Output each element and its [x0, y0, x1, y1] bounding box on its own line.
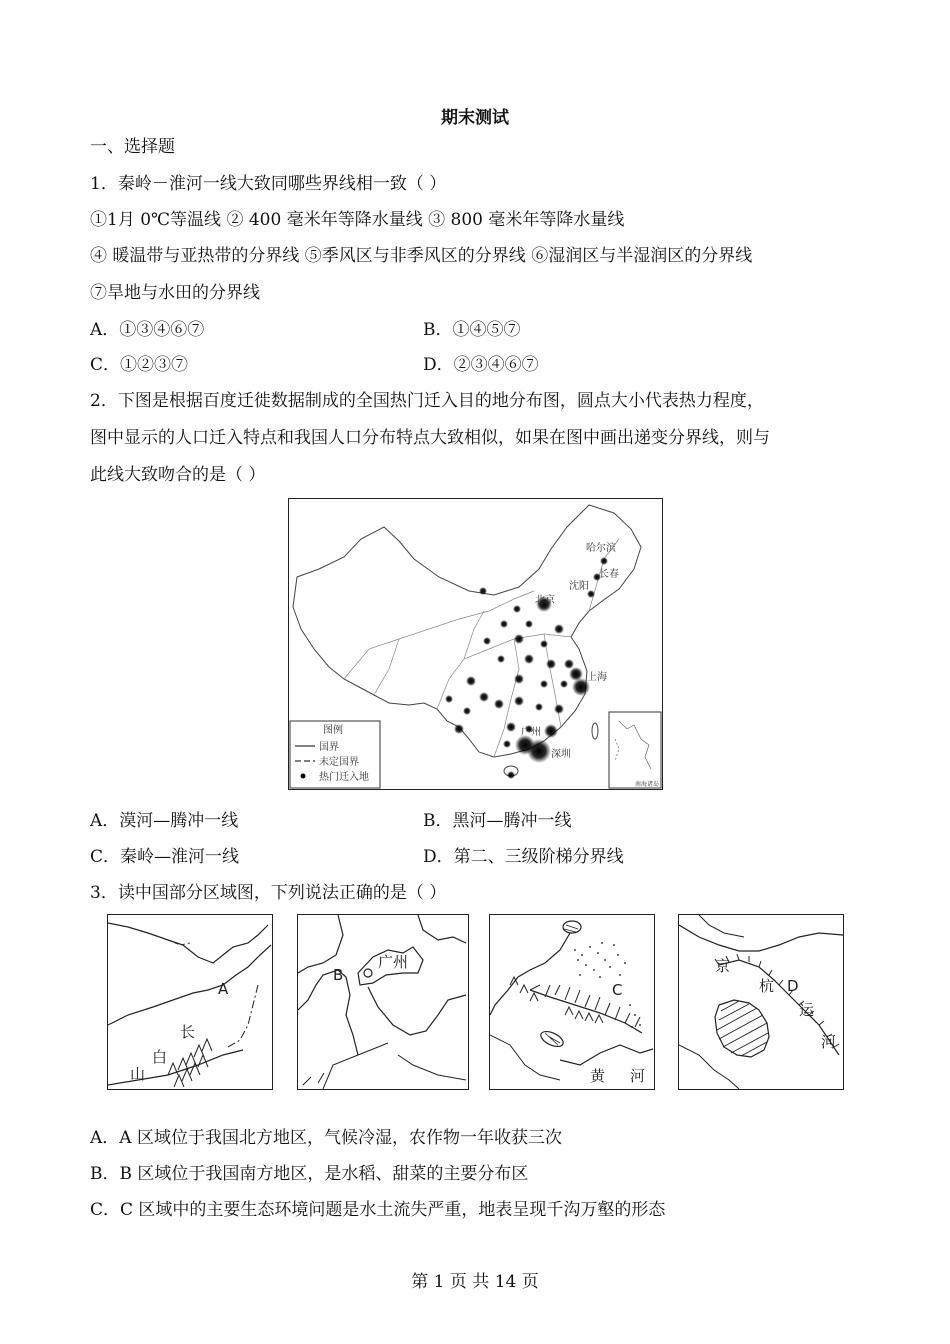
q1-option-a: A．①③④⑥⑦ [90, 320, 205, 340]
q1-option-d: D．②③④⑥⑦ [423, 355, 539, 375]
label-bai: 白 [152, 1048, 168, 1066]
label-hang: 杭 [759, 977, 775, 995]
q2-option-c: C．秦岭—淮河一线 [90, 847, 240, 867]
q1-stem: 1．秦岭－淮河一线大致同哪些界线相一致（ ） [90, 174, 447, 194]
q1-statements-1: ①1月 0℃等温线 ② 400 毫米年等降水量线 ③ 800 毫米年等降水量线 [90, 210, 625, 230]
q2-stem-2: 图中显示的人口迁入特点和我国人口分布特点大致相似，如果在图中画出递变分界线，则与 [90, 428, 770, 448]
q3-option-b: B．B 区域位于我国南方地区，是水稻、甜菜的主要分布区 [90, 1164, 529, 1184]
city-label-shanghai: 上海 [587, 672, 607, 683]
q2-stem-3: 此线大致吻合的是（ ） [90, 465, 266, 485]
q1-statements-2: ④ 暖温带与亚热带的分界线 ⑤季风区与非季风区的分界线 ⑥湿润区与半湿润区的分界线 [90, 246, 753, 266]
city-label-changchun: 长春 [599, 569, 619, 580]
q3-stem: 3．读中国部分区域图，下列说法正确的是（ ） [90, 883, 447, 903]
china-migration-map [288, 498, 663, 790]
legend-hot-destination: 热门迁入地 [319, 772, 369, 783]
q2-stem-1: 2．下图是根据百度迁徙数据制成的全国热门迁入目的地分布图，圆点大小代表热力程度， [90, 391, 764, 411]
label-b: B [333, 966, 344, 984]
legend-title: 图例 [323, 725, 343, 736]
label-he: 河 [630, 1067, 646, 1085]
page-footer: 第 1 页 共 14 页 [411, 1272, 539, 1292]
map-legend [290, 721, 380, 788]
legend-national-border: 国界 [319, 742, 339, 753]
inset-label: 南海诸岛 [635, 781, 660, 788]
city-label-shenzhen: 深圳 [551, 749, 571, 760]
q3-option-a: A．A 区域位于我国北方地区，气候冷湿，农作物一年收获三次 [90, 1128, 562, 1148]
label-jing: 京 [715, 957, 731, 975]
q2-option-d: D．第二、三级阶梯分界线 [423, 847, 624, 867]
label-yun: 运 [799, 1001, 815, 1019]
region-panel-4 [678, 914, 844, 1090]
city-label-harbin: 哈尔滨 [586, 543, 616, 554]
label-guangzhou: 广州 [378, 953, 409, 971]
q2-option-a: A．漠河—腾冲一线 [90, 811, 239, 831]
label-he2: 河 [821, 1033, 837, 1051]
city-label-beijing: 北京 [535, 595, 555, 606]
city-label-shenyang: 沈阳 [569, 581, 589, 592]
q1-statements-3: ⑦旱地与水田的分界线 [90, 283, 260, 303]
label-c: C [612, 981, 623, 999]
legend-undefined-border: 未定国界 [319, 757, 359, 768]
q2-option-b: B．黑河—腾冲一线 [423, 811, 572, 831]
q1-option-c: C．①②③⑦ [90, 355, 189, 375]
label-huang: 黄 [590, 1067, 606, 1085]
label-d: D [787, 977, 799, 995]
label-chang: 长 [180, 1023, 196, 1041]
q1-option-b: B．①④⑤⑦ [423, 320, 521, 340]
city-label-guangzhou: 广州 [521, 727, 541, 738]
south-china-sea-inset [609, 712, 661, 788]
region-panel-1 [107, 914, 273, 1090]
label-shan: 山 [130, 1065, 146, 1083]
q3-option-c: C．C 区域中的主要生态环境问题是水土流失严重，地表呈现千沟万壑的形态 [90, 1200, 666, 1220]
label-a: A [218, 980, 229, 998]
region-panel-2 [297, 914, 469, 1090]
section-heading: 一、选择题 [90, 137, 175, 157]
page-title: 期末测试 [441, 108, 509, 128]
region-panel-3 [489, 914, 655, 1090]
map-svg [289, 499, 662, 789]
